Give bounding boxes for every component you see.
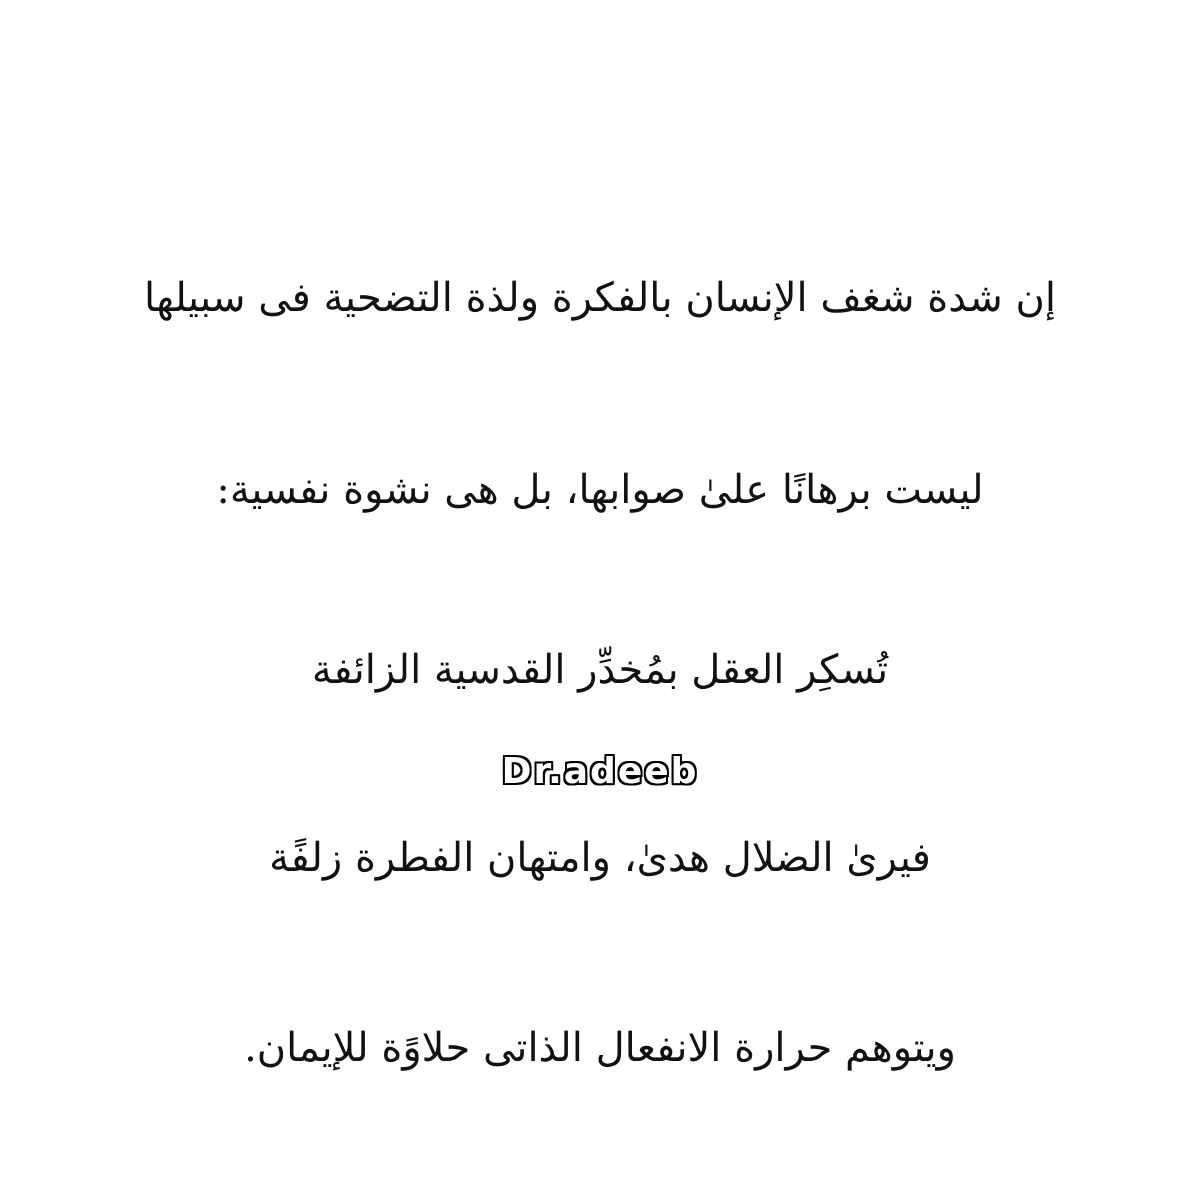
author-signature-watermark: Dr.adeeb [501,751,699,792]
quote-line-2: ليست برهانًا علىٰ صوابها، بل هى نشوة نفسية: [216,467,984,513]
quote-line-1: إن شدة شغف الإنسان بالفكرة ولذة التضحية فى سبيلها [144,275,1056,321]
quote-line-3: تُسكِر العقل بمُخدِّر القدسية الزائفة [311,647,889,693]
quote-line-4: فيرىٰ الضلال هدىٰ، وامتهان الفطرة زلفًة [269,835,931,881]
quote-line-5: ويتوهم حرارة الانفعال الذاتى حلاوًة للإيمان. [244,1025,956,1071]
